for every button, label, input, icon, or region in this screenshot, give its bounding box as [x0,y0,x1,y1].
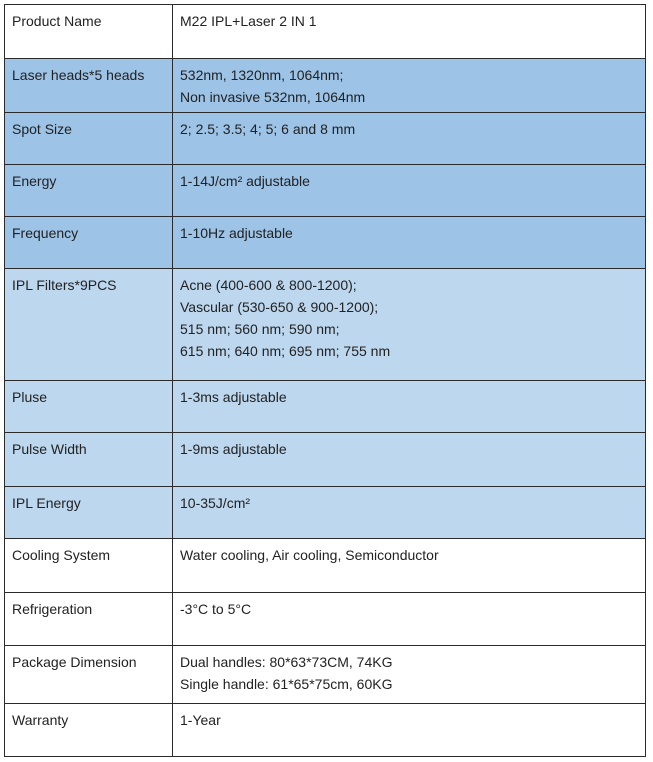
spec-value-line: 615 nm; 640 nm; 695 nm; 755 nm [180,343,391,359]
spec-value [173,381,646,433]
spec-value-line: 515 nm; 560 nm; 590 nm; [180,321,340,337]
spec-row [5,704,646,757]
spec-value-line: Dual handles: 80*63*73CM, 74KG [180,654,393,670]
spec-value [173,593,646,646]
spec-label: Energy [5,165,173,217]
spec-row [5,113,646,165]
spec-row [5,381,646,433]
spec-label: IPL Energy [5,487,173,539]
spec-value-line: 1-14J/cm² adjustable [180,173,310,189]
spec-value [173,433,646,487]
spec-row [5,217,646,269]
spec-value [173,269,646,381]
spec-label: Laser heads*5 heads [5,59,173,113]
spec-value [173,5,646,59]
spec-value-line: Water cooling, Air cooling, Semiconductor [180,547,439,563]
spec-value [173,646,646,704]
spec-row [5,593,646,646]
spec-value [173,113,646,165]
spec-value-line: Acne (400-600 & 800-1200); [180,277,357,293]
spec-label: IPL Filters*9PCS [5,269,173,381]
spec-table-body [5,5,646,757]
spec-value-line: Vascular (530-650 & 900-1200); [180,299,379,315]
spec-row [5,539,646,593]
spec-label: Package Dimension [5,646,173,704]
spec-value-line: M22 IPL+Laser 2 IN 1 [180,13,317,29]
spec-label: Refrigeration [5,593,173,646]
spec-value-line: 532nm, 1320nm, 1064nm; [180,67,344,83]
spec-label: Warranty [5,704,173,757]
spec-label: Pluse [5,381,173,433]
spec-value-line: 1-Year [180,712,221,728]
spec-label: Product Name [5,5,173,59]
spec-value-line: -3°C to 5°C [180,601,252,617]
spec-row [5,646,646,704]
spec-label: Frequency [5,217,173,269]
spec-label: Pulse Width [5,433,173,487]
spec-value-line: 1-10Hz adjustable [180,225,293,241]
spec-table [4,4,646,757]
spec-value [173,217,646,269]
spec-row [5,5,646,59]
spec-row [5,433,646,487]
spec-value [173,59,646,113]
spec-value-line: Non invasive 532nm, 1064nm [180,89,366,105]
spec-value-line: 2; 2.5; 3.5; 4; 5; 6 and 8 mm [180,121,356,137]
spec-value-line: Single handle: 61*65*75cm, 60KG [180,676,393,692]
spec-value [173,487,646,539]
spec-row [5,269,646,381]
spec-label: Cooling System [5,539,173,593]
spec-value [173,539,646,593]
spec-label: Spot Size [5,113,173,165]
spec-row [5,59,646,113]
spec-value-line: 1-9ms adjustable [180,441,287,457]
spec-row [5,165,646,217]
spec-value [173,165,646,217]
spec-row [5,487,646,539]
spec-value-line: 10-35J/cm² [180,495,251,511]
spec-value [173,704,646,757]
spec-value-line: 1-3ms adjustable [180,389,287,405]
